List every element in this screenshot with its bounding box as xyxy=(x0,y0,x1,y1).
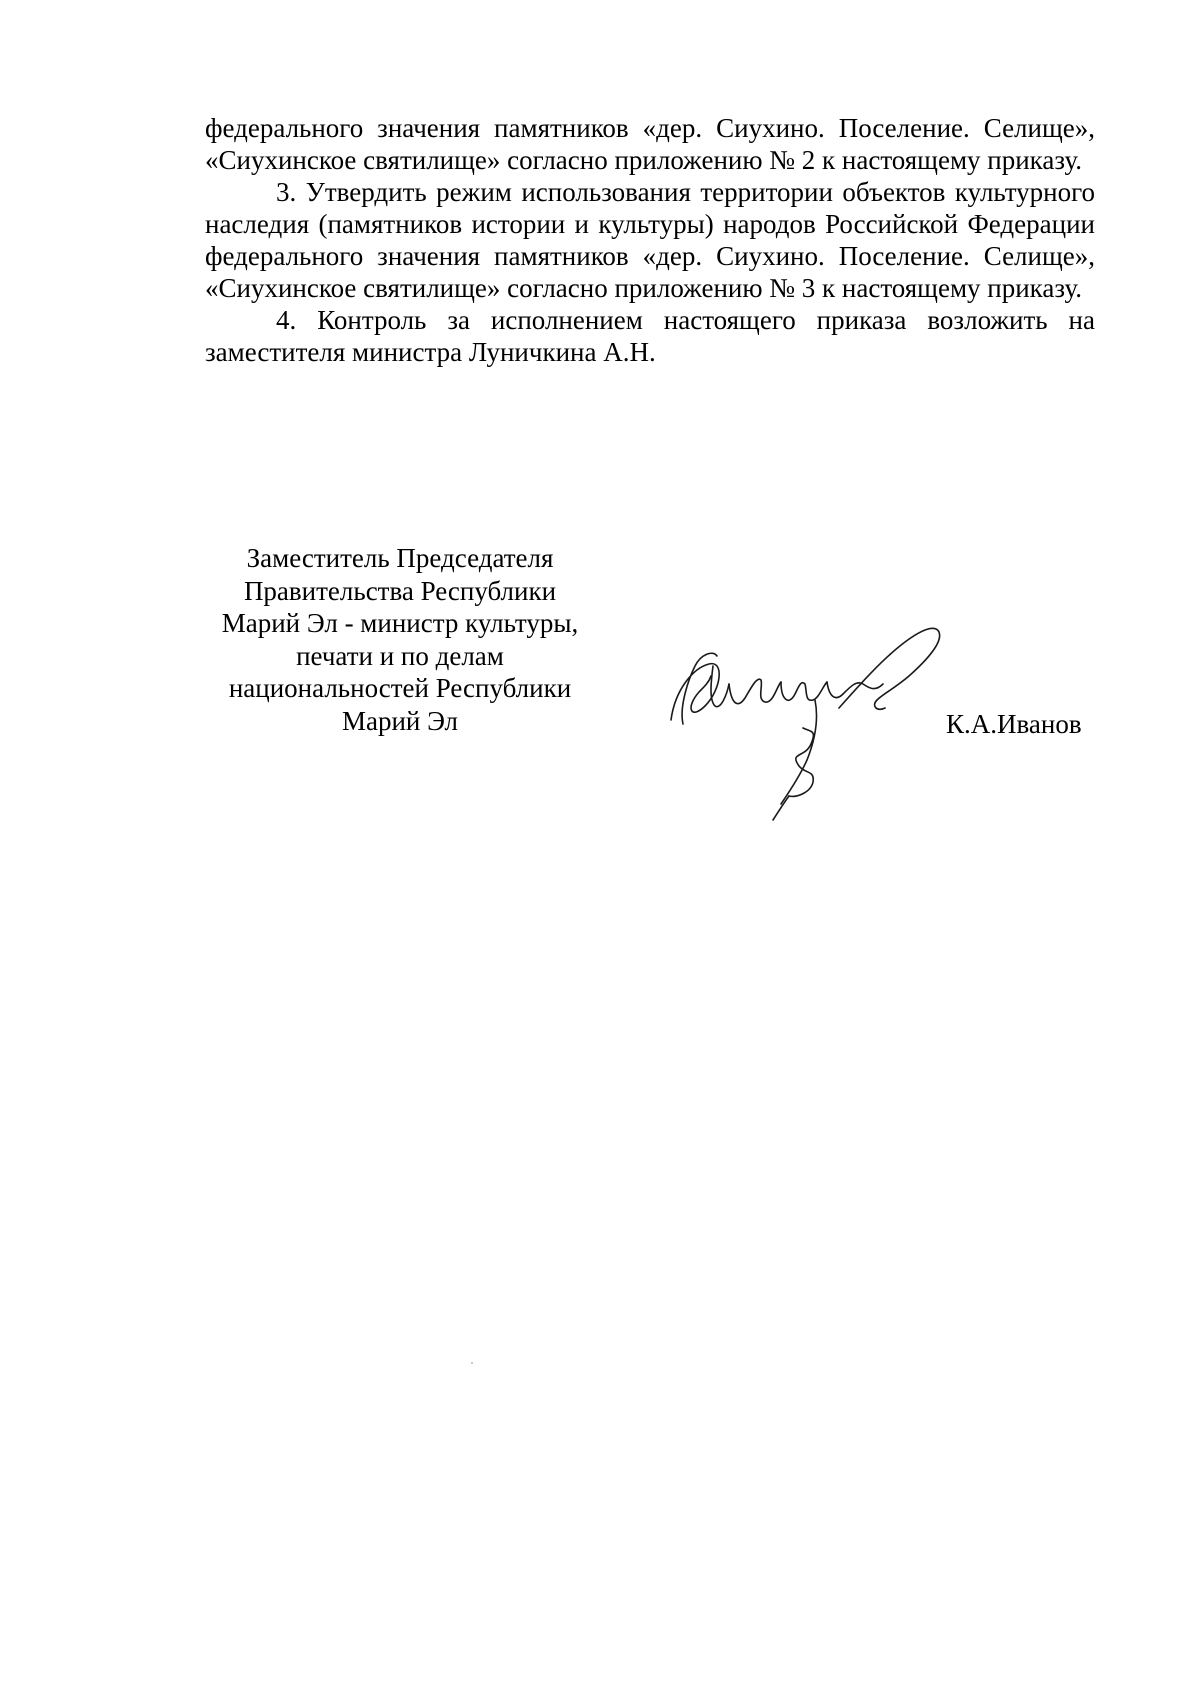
paragraph-continuation: федерального значения памятников «дер. Сиухино. Поселение. Селище», «Сиухинское святилище» согласно приложению № 2 к настоящему приказу. xyxy=(205,113,1095,175)
paragraph-item-4: 4. Контроль за исполнением настоящего приказа возложить на заместителя министра Луничкина А.Н. xyxy=(205,305,1095,367)
signatory-position xyxy=(190,542,610,737)
position-line: Марий Эл xyxy=(341,705,459,736)
scan-speck xyxy=(471,1362,473,1364)
position-line: Заместитель Председателя xyxy=(246,543,554,573)
position-line: Правительства Республики xyxy=(243,575,557,606)
position-line: Марий Эл - министр культуры, xyxy=(221,608,579,638)
paragraph-item-3: 3. Утвердить режим использования территории объектов культурного наследия (памятников истории и культуры) народов Российской Федерации федерального значения памятников «дер. Сиухино. Поселение. Селище», «Сиухинское святилище» согласно приложению № 3 к настоящему приказу. xyxy=(205,177,1095,303)
document-body xyxy=(205,112,1095,368)
position-line: печати и по делам xyxy=(296,640,504,671)
position-line: национальностей Республики xyxy=(228,673,572,703)
signer-name: К.А.Иванов xyxy=(946,709,1082,739)
